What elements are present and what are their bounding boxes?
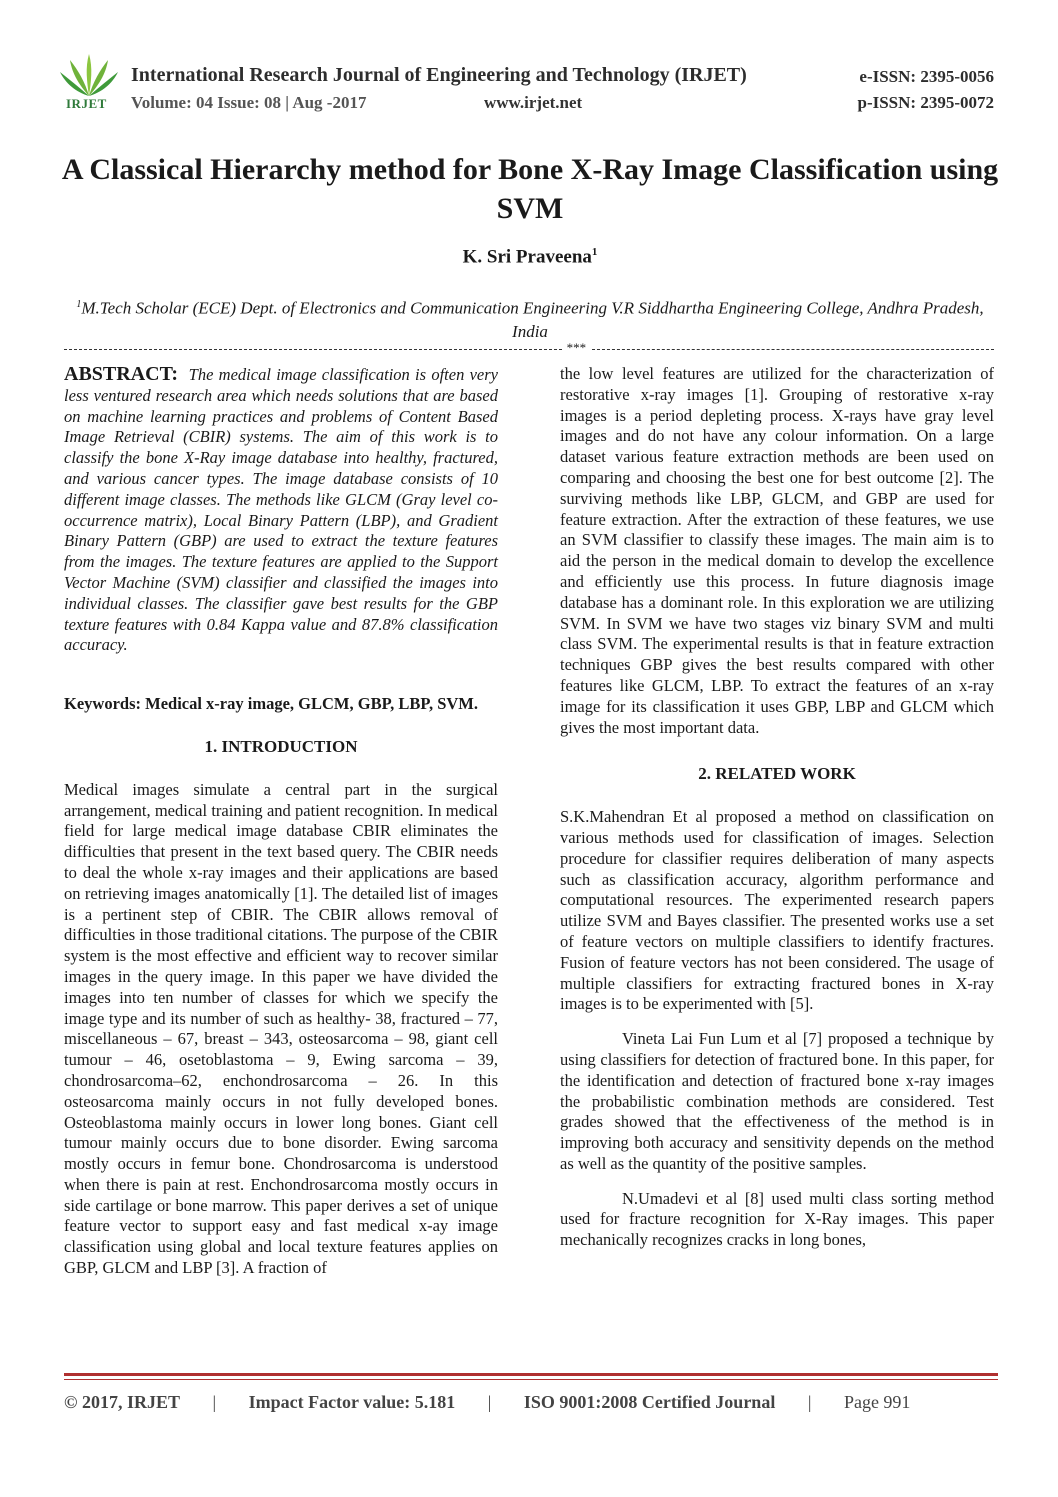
volume-issue: Volume: 04 Issue: 08 | Aug -2017 <box>131 93 367 112</box>
abstract-text: The medical image classification is often very less ventured research area which needs solutions that are based on machine learning practices and problems of Content Based Image Retrieval (CBIR) systems. The aim of this work is to classify the bone X-Ray image database into healthy, fractured, and various cancer types. The image database consists of 10 different image classes. The methods like GLCM (Gray level co-occurrence matrix), Local Binary Pattern (LBP), and Gradient Binary Pattern (GBP) are used to extract the texture features from the images. The texture features are applied to the Support Vector Machine (SVM) classifier and classified the images into individual classes. The classifier gave best results for the GBP texture features with 0.84 Kappa value and 87.8% classification accuracy. <box>64 365 498 655</box>
abstract-heading: ABSTRACT: <box>64 363 179 385</box>
related-work-heading: 2. RELATED WORK <box>698 764 856 784</box>
page-footer <box>64 1392 998 1413</box>
keywords: Keywords: Medical x-ray image, GLCM, GBP, LBP, SVM. <box>64 694 478 714</box>
footer-copyright: © 2017, IRJET <box>64 1392 180 1412</box>
footer-rule-thick <box>64 1373 998 1376</box>
author-name: K. Sri Praveena <box>462 246 592 268</box>
separator-stars: *** <box>566 340 586 355</box>
right-column <box>560 364 994 1251</box>
footer-divider: | <box>212 1392 217 1412</box>
introduction-continued: the low level features are utilized for the characterization of restorative x-ray images [1]. Grouping of restorative x-ray images is a period depleting process. X-rays have gray level images and do not have any colour information. On a large dataset various feature extraction methods are been used on comparing and choosing the best one for best outcome [2]. The surviving methods like LBP, GLCM, and GBP are used for feature extraction. After the extraction of these features, we use an SVM classifier to classify these images. The main aim is to aid the person in the medical domain to develop the excellence and efficiently use this process. In future diagnosis image database has a dominant role. In this exploration we are utilizing SVM. In SVM we have two stages viz binary SVM and multi class SVM. The experimental results is that in feature extraction techniques GBP gives the best results compared with other features like GLCM, LBP. To extract the features of an x-ray image for its classification it uses GBP, LBP and GLCM which gives the most important data. <box>560 364 994 737</box>
author-superscript: 1 <box>591 246 598 258</box>
affiliation-superscript: 1 <box>76 299 82 310</box>
related-work-para-3: N.Umadevi et al [8] used multi class sorting method used for fracture recognition for X-Ray images. This paper mechanically recognizes cracks in long bones, <box>560 1188 994 1250</box>
introduction-heading: 1. INTRODUCTION <box>204 736 358 756</box>
footer-impact-factor: Impact Factor value: 5.181 <box>248 1392 456 1412</box>
related-work-para-2: Vineta Lai Fun Lum et al [7] proposed a technique by using classifiers for detection of fractured bone. In this paper, for the identification and detection of fractured bone x-ray images the probabilistic combination methods are considered. Test grades showed that the effectiveness of the method is in improving both accuracy and sensitivity depends on the method as well as the quantity of the positive samples. <box>560 1029 994 1173</box>
paper-title: A Classical Hierarchy method for Bone X-Ray Image Classification using SVM <box>61 153 999 225</box>
left-column <box>64 364 498 1279</box>
section-separator <box>64 342 994 356</box>
logo-text: IRJET <box>66 96 107 111</box>
eissn: e-ISSN: 2395-0056 <box>859 67 994 86</box>
introduction-text: Medical images simulate a central part in the surgical arrangement, medical training and patient recognition. In medical field for large medical image database CBIR eliminates the difficulties that present in the text based query. The CBIR needs to deal the whole x-ray images and their applications are based on retrieving images anatomically [1]. The detailed list of images is a pertinent step of CBIR. The CBIR allows removal of difficulties in those traditional citations. The purpose of the CBIR system is the most effective and efficient way to recover similar images in the query image. In this paper we have divided the images into ten number of classes for which we specify the image type and its number of such as healthy- 38, fractured – 77, miscellaneous – 67, breast – 343, osteosarcoma – 98, giant cell tumour – 46, osetoblastoma – 9, Ewing sarcoma – 39, chondrosarcoma–62, enchondrosarcoma – 26. In this osteosarcoma mainly occurs in not fully developed bones. Osteoblastoma mainly occurs in lower long bones. Giant cell tumour mainly occurs due to bone disorder. Ewing sarcoma mostly occurs in femur bone. Chondrosarcoma is understood when there is pain at rest. Enchondrosarcoma mostly occurs in side cartilage or bone marrow. This paper derives a set of unique feature vector to support easy and fast medical x-ay image classification using global and local texture features applies on GBP, GLCM and LBP [3]. A fraction of <box>64 779 498 1278</box>
journal-website[interactable]: www.irjet.net <box>484 93 583 112</box>
author <box>60 246 1000 268</box>
pissn: p-ISSN: 2395-0072 <box>857 93 994 112</box>
affiliation <box>60 293 1000 343</box>
footer-iso: ISO 9001:2008 Certified Journal <box>523 1392 776 1412</box>
footer-divider: | <box>487 1392 492 1412</box>
related-work-para-1: S.K.Mahendran Et al proposed a method on classification on various methods used for classification of images. Selection procedure for classifier requires deliberation of many aspects such as classification accuracy, algorithm performance and computational resources. The experimented research papers utilize SVM and Bayes classifier. The presented works use a set of feature vectors on multiple classifiers to identify fractures. Fusion of feature vectors has not been considered. The usage of multiple classifiers for extracting fractured bones in X-ray images is to be experimented with [5]. <box>560 807 994 1014</box>
footer-rule-thin <box>64 1379 998 1380</box>
affiliation-text: M.Tech Scholar (ECE) Dept. of Electronics and Communication Engineering V.R Siddhartha Engineering College, Andhra Pradesh, India <box>81 298 984 341</box>
abstract <box>64 364 498 656</box>
footer-page-number: Page 991 <box>843 1392 911 1412</box>
journal-name: International Research Journal of Engineering and Technology (IRJET) <box>131 64 747 86</box>
logo-leaves-icon <box>58 52 120 98</box>
footer-divider: | <box>807 1392 812 1412</box>
